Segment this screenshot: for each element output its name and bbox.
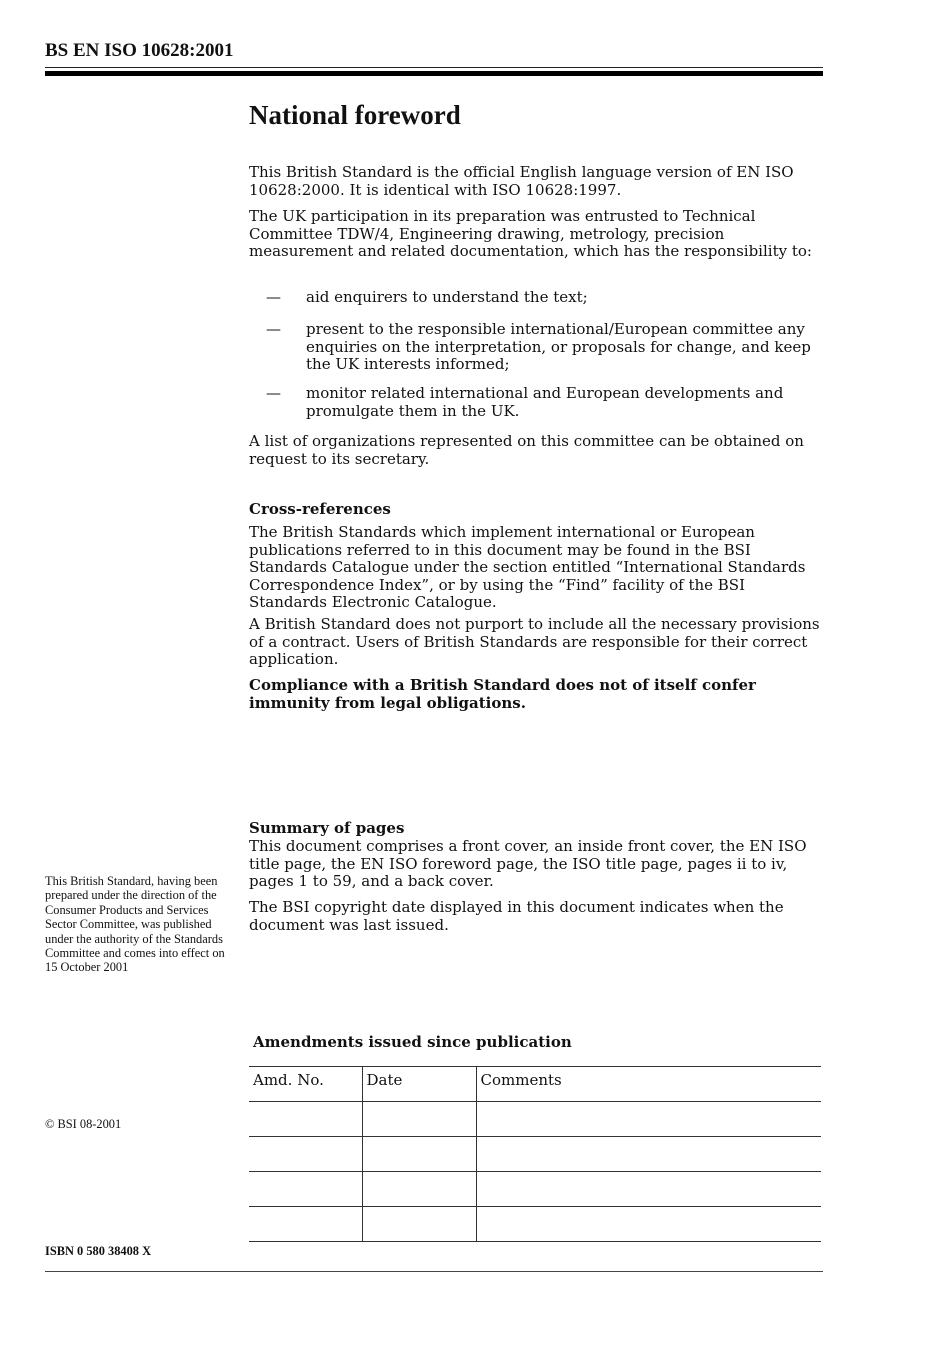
amendments-table <box>249 1066 821 1242</box>
responsibility-list <box>249 289 824 419</box>
copyright-notice: © BSI 08-2001 <box>45 1117 122 1131</box>
table-row <box>249 1137 821 1172</box>
summary-paragraph-2: The BSI copyright date displayed in this document indicates when the document was last issued. <box>249 898 784 934</box>
table-row <box>249 1172 821 1207</box>
table-cell <box>476 1172 821 1207</box>
intro-paragraph-3: A list of organizations represented on this committee can be obtained on request to its secretary. <box>249 432 804 468</box>
table-cell <box>249 1137 362 1172</box>
header-rule-thick <box>45 71 823 76</box>
table-cell <box>476 1207 821 1242</box>
list-item-text: monitor related international and European developments and promulgate them in the UK. <box>306 384 784 420</box>
compliance-statement: Compliance with a British Standard does not of itself confer immunity from legal obligations. <box>249 676 756 712</box>
cross-references-paragraph-1: The British Standards which implement international or European publications referred to in this document may be found in the BSI Standards Catalogue under the section entitled “International Standards Correspondence Index”, or by using the “Find” facility of the BSI Standards Electronic Catalogue. <box>249 523 806 611</box>
column-header-amd-no: Amd. No. <box>249 1067 362 1102</box>
table-cell <box>362 1102 476 1137</box>
header-rule-thin <box>45 67 823 68</box>
table-cell <box>476 1102 821 1137</box>
footer-rule <box>45 1271 823 1272</box>
summary-heading: Summary of pages <box>249 819 405 837</box>
publication-note: This British Standard, having been prepared under the direction of the Consumer Products and Services Sector Committee, was published under the authority of the Standards Committee and comes into effect on 15 October 2001 <box>45 874 225 975</box>
intro-paragraph-2: The UK participation in its preparation was entrusted to Technical Committee TDW/4, Engineering drawing, metrology, precision measurement and related documentation, which has the responsibility to: <box>249 207 812 260</box>
list-item-text: present to the responsible international/European committee any enquiries on the interpretation, or proposals for change, and keep the UK interests informed; <box>306 320 811 373</box>
amendments-title: Amendments issued since publication <box>253 1033 572 1051</box>
table-cell <box>249 1102 362 1137</box>
table-cell <box>362 1207 476 1242</box>
table-cell <box>362 1172 476 1207</box>
column-header-comments: Comments <box>476 1067 821 1102</box>
dash-bullet: — <box>266 384 281 402</box>
table-cell <box>249 1172 362 1207</box>
dash-bullet: — <box>266 320 281 338</box>
list-item-text: aid enquirers to understand the text; <box>306 288 588 306</box>
summary-paragraph-1: This document comprises a front cover, an inside front cover, the EN ISO title page, the EN ISO foreword page, the ISO title page, pages ii to iv, pages 1 to 59, and a back cover. <box>249 837 807 890</box>
table-cell <box>476 1137 821 1172</box>
page-title: National foreword <box>249 100 461 130</box>
cross-references-heading: Cross-references <box>249 500 391 518</box>
cross-references-paragraph-2: A British Standard does not purport to include all the necessary provisions of a contract. Users of British Standards are responsible for their correct application. <box>249 615 820 668</box>
column-header-date: Date <box>362 1067 476 1102</box>
dash-bullet: — <box>266 288 281 306</box>
intro-paragraph-1: This British Standard is the official English language version of EN ISO 10628:2000. It is identical with ISO 10628:1997. <box>249 163 794 199</box>
isbn: ISBN 0 580 38408 X <box>45 1244 152 1258</box>
table-row <box>249 1102 821 1137</box>
table-header-row <box>249 1067 821 1102</box>
table-row <box>249 1207 821 1242</box>
table-cell <box>362 1137 476 1172</box>
table-cell <box>249 1207 362 1242</box>
document-code: BS EN ISO 10628:2001 <box>45 40 234 61</box>
